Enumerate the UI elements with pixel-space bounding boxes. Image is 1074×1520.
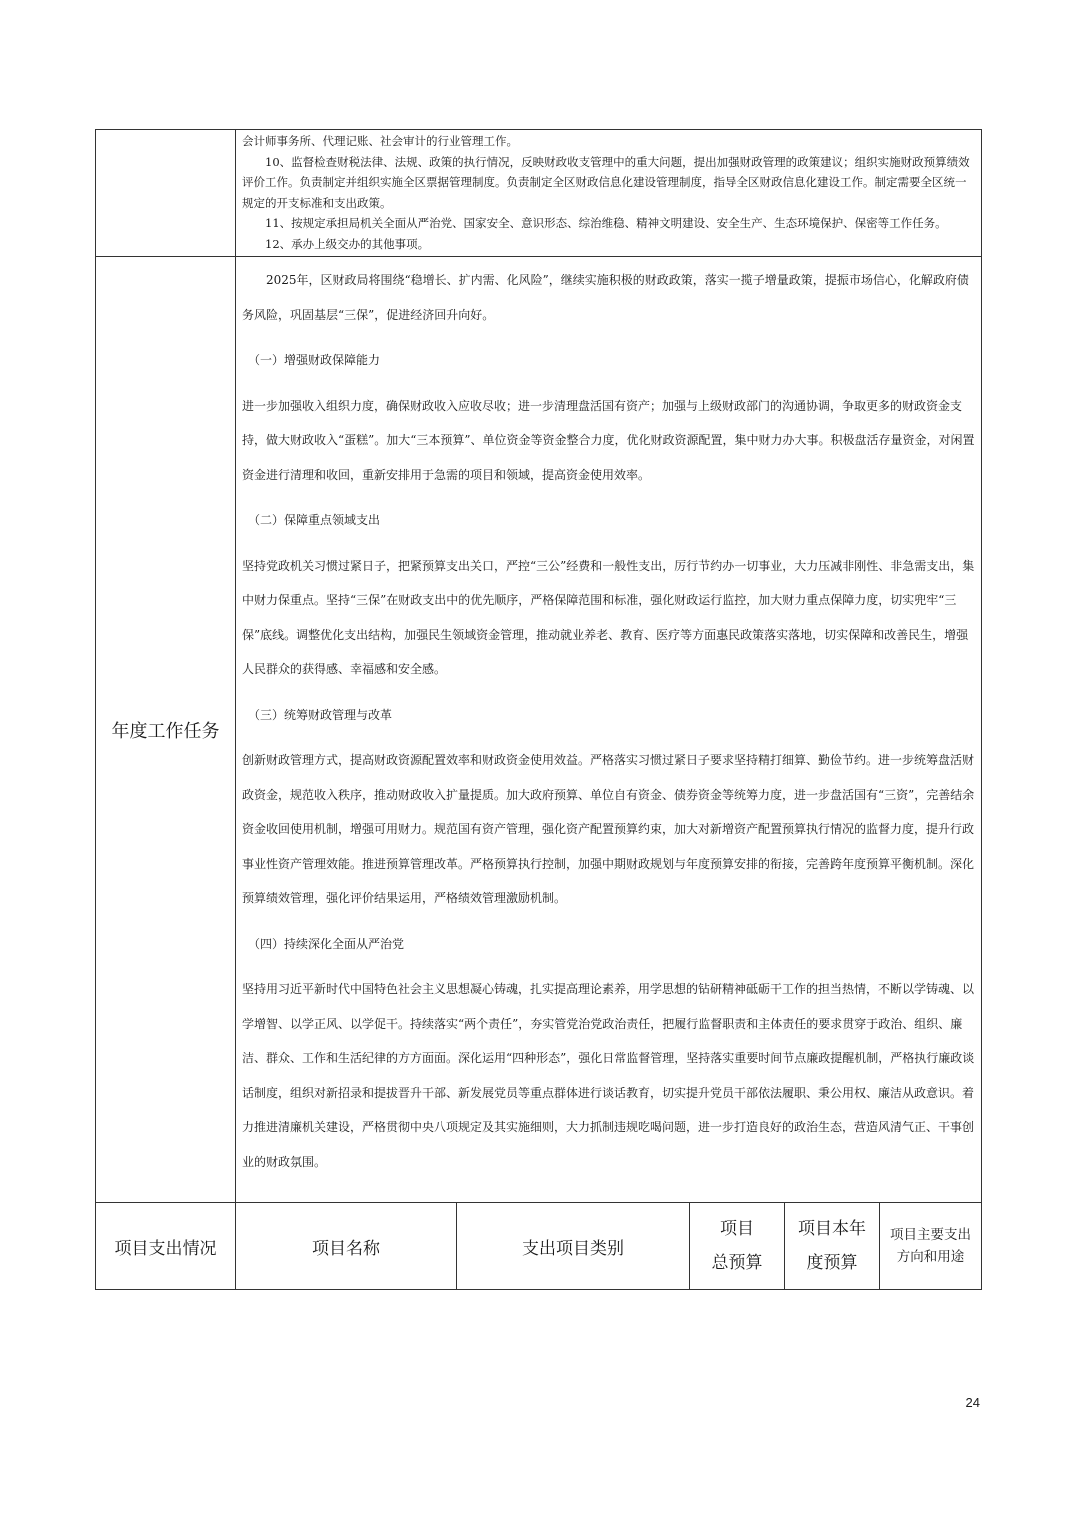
- section-heading: （四）持续深化全面从严治党: [248, 936, 405, 951]
- column-total-budget: [690, 1203, 785, 1290]
- section-heading: （三）统筹财政管理与改革: [248, 707, 393, 722]
- column-total-budget-line: 总预算: [711, 1253, 763, 1273]
- responsibilities-cell: [236, 130, 982, 257]
- annual-tasks-cell: [236, 257, 982, 1203]
- section-body: 坚持用习近平新时代中国特色社会主义思想凝心铸魂，扎实提高理论素养，用学思想的钻研精神砥砺干工作的担当热情，不断以学铸魂、以学增智、以学正风、以学促干。持续落实“两个责任”，夯实管党治党政治责任，把履行监督职责和主体责任的要求贯穿于政治、组织、廉洁、群众、工作和生活纪律的方方面面。深化运用“四种形态”，强化日常监督管理，坚持落实重要时间节点廉政提醒机制，严格执行廉政谈话制度，组织对新招录和提拔晋升干部、新发展党员等重点群体进行谈话教育，切实提升党员干部依法履职、秉公用权、廉洁从政意识。着力推进清廉机关建设，严格贯彻中央八项规定及其实施细则，大力抓制违规吃喝问题，进一步打造良好的政治生态，营造风清气正、干事创业的财政氛围。: [242, 982, 975, 1169]
- section-heading: （一）增强财政保障能力: [248, 353, 381, 367]
- responsibilities-line: 11、按规定承担局机关全面从严治党、国家安全、意识形态、综治维稳、精神文明建设、安全生产、生态环境保护、保密等工作任务。: [265, 216, 947, 230]
- responsibilities-line: 10、监督检查财税法律、法规、政策的执行情况，反映财政收支管理中的重大问题，提出加强财政管理的政策建议；组织实施财政预算绩效评价工作。负责制定并组织实施全区票据管理制度。负责制定全区财政信息化建设管理制度，指导全区财政信息化建设工作。制定需要全区统一规定的开支标准和支出政策。: [242, 154, 970, 210]
- responsibilities-label-cell: [96, 130, 236, 257]
- column-annual-budget-line: 度预算: [806, 1253, 858, 1273]
- responsibilities-line: 会计师事务所、代理记账、社会审计的行业管理工作。: [242, 134, 518, 148]
- section-body: 进一步加强收入组织力度，确保财政收入应收尽收；进一步清理盘活国有资产；加强与上级财政部门的沟通协调，争取更多的财政资金支持，做大财政收入“蛋糕”。加大“三本预算”、单位资金等资金整合力度，优化财政资源配置，集中财力办大事。积极盘活存量资金，对闲置资金进行清理和收回，重新安排用于急需的项目和领域，提高资金使用效率。: [242, 398, 975, 482]
- annual-tasks-label: 年度工作任务: [96, 257, 236, 1203]
- column-main-use: [880, 1203, 982, 1290]
- section-heading: （二）保障重点领域支出: [248, 513, 381, 527]
- budget-table: [95, 129, 982, 1290]
- column-annual-budget-line: 项目本年: [798, 1219, 866, 1239]
- annual-tasks-row: [96, 257, 982, 1203]
- column-expenditure-category: 支出项目类别: [457, 1203, 690, 1290]
- responsibilities-row: [96, 130, 982, 257]
- column-annual-budget: [785, 1203, 880, 1290]
- column-project-name: 项目名称: [236, 1203, 457, 1290]
- column-total-budget-line: 项目: [720, 1219, 754, 1239]
- section-body: 坚持党政机关习惯过紧日子，把紧预算支出关口，严控“三公”经费和一般性支出，厉行节约办一切事业，大力压减非刚性、非急需支出，集中财力保重点。坚持“三保”在财政支出中的优先顺序，严格保障范围和标准，强化财政运行监控，加大财力重点保障力度，切实兜牢“三保”底线。调整优化支出结构，加强民生领域资金管理，推动就业养老、教育、医疗等方面惠民政策落实落地，切实保障和改善民生，增强人民群众的获得感、幸福感和安全感。: [242, 558, 975, 676]
- column-main-use-line: 方向和用途: [896, 1249, 965, 1265]
- column-main-use-line: 项目主要支出: [890, 1227, 971, 1243]
- responsibilities-line: 12、承办上级交办的其他事项。: [265, 236, 430, 251]
- expenditure-row: [96, 1203, 982, 1290]
- tasks-intro: 2025年，区财政局将围绕“稳增长、扩内需、化风险”，继续实施积极的财政政策，落实一揽子增量政策，提振市场信心，化解政府债务风险，巩固基层“三保”，促进经济回升向好。: [242, 273, 969, 322]
- section-body: 创新财政管理方式，提高财政资源配置效率和财政资金使用效益。严格落实习惯过紧日子要求坚持精打细算、勤俭节约。进一步统筹盘活财政资金，规范收入秩序，推动财政收入扩量提质。加大政府预算、单位自有资金、债券资金等统筹力度，进一步盘活国有“三资”，完善结余资金收回使用机制，增强可用财力。规范国有资产管理，强化资产配置预算约束，加大对新增资产配置预算执行情况的监督力度，提升行政事业性资产管理效能。推进预算管理改革。严格预算执行控制，加强中期财政规划与年度预算安排的衔接，完善跨年度预算平衡机制。深化预算绩效管理，强化评价结果运用，严格绩效管理激励机制。: [242, 753, 975, 905]
- expenditure-label: 项目支出情况: [96, 1203, 236, 1290]
- page-number: 24: [965, 1395, 980, 1410]
